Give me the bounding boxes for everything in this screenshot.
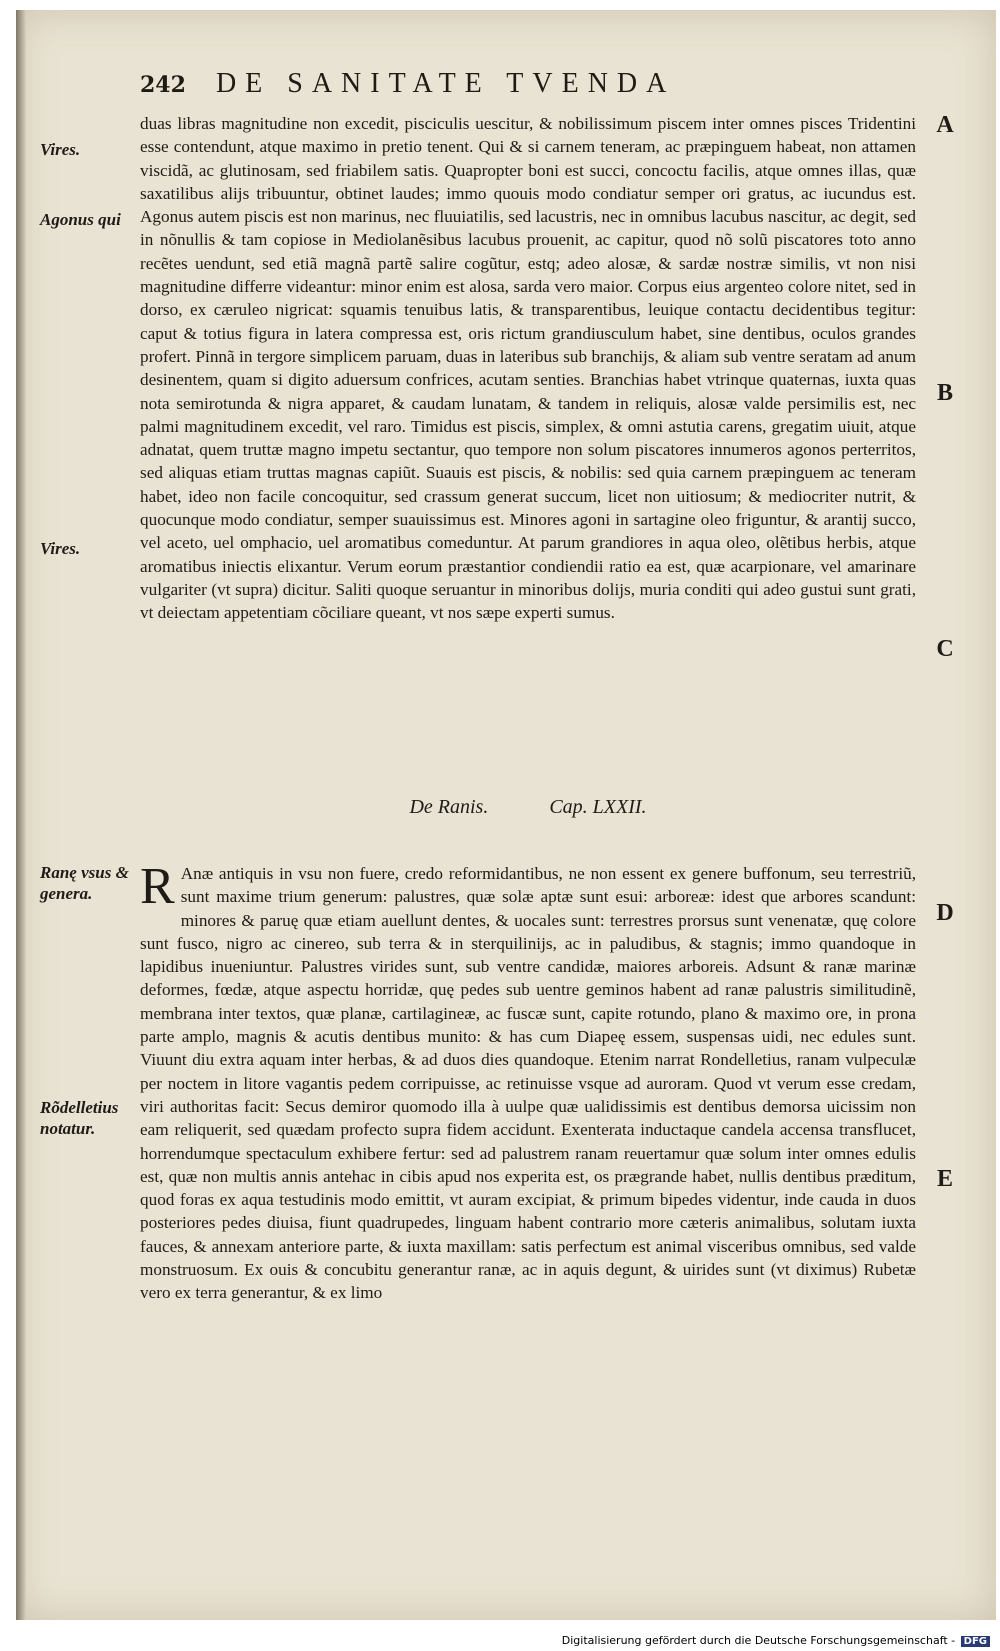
marginal-note-ranae: Ranę vsus & genera. <box>40 863 129 903</box>
chapter-title: De Ranis. <box>409 796 489 818</box>
drop-cap: R <box>140 858 175 915</box>
marginal-note-vires: Vires. <box>40 539 81 558</box>
marginal-note-agonus: Agonus qui <box>40 210 121 229</box>
paragraph-text: duas libras magnitudine non excedit, pisciculis uescitur, & nobilissimum piscem inter omnes pisces Tridentini esse contendunt, atque maximo in pretio tenent. Qui & si carnem teneram, ac præpinguem habeat, non attamen viscidã, ac glutinosam, sed friabilem satis. Quapropter boni est succi, concoctu facilis, atque omnes illas, quæ saxatilibus alijs tribuuntur, obtinet laudes; immo quouis modo condiatur semper ori gratus, ac iucundus est. Agonus autem piscis est non marinus, nec fluuiatilis, sed lacustris, nec in omnibus lacubus nascitur, ac degit, sed in nõnullis & tam copiose in Mediolanẽsibus lacubus prouenit, ac capitur, quod nõ solũ piscatores toto anno recẽtes uendunt, sed etiã magnã partẽ salire cogũtur, estq; adeo alosæ, & sardæ nostræ similis, vt non nisi magnitudine differre videantur: minor enim est alosa, sarda vero maior. Corpus eius argenteo colore nitet, sed in dorso, ex cæruleo nigricat: squamis tenuibus latis, & transparentibus, leuique contactu decidentibus tegitur: caput & totius figura in latera compressa est, oris rictum grandiusculum habet, sine dentibus, oculos grandes profert. Pinnã in tergore simplicem paruam, duas in lateribus sub branchijs, & aliam sub ventre seratam ad anum desinentem, quam si digito aduersum confrices, acutam senties. Branchias habet vtrinque quaternas, iuxta quas nota semirotunda & nigra apparet, & caudam lunatam, & tandem in reliquis, alosæ valde persimilis est, nec palmi magnitudinem excedit, vel raro. Timidus est piscis, simplex, & omni astutia carens, gregatim uiuit, atque adnatat, quem truttæ magno impetu sectantur, quo tempore non solum piscatores innumeros agonos perterritos, sed aliquas etiam truttas magnas capiũt. Suauis est piscis, & nobilis: sed quia carnem præpinguem ac teneram habet, ideo non facile concoquitur, sed crassum generat succum, licet non uitiosum; & mediocriter nutrit, & quocunque modo condiatur, semper suauissimus est. Minores agoni in sartagine oleo friguntur, & arantij succo, vel aceto, uel omphacio, uel aromatibus comeduntur. At parum grandiores in aqua oleo, olẽtibus herbis, atque aromatibus iniectis elixantur. Verum eorum præstantior condiendii ratio ea est, quæ acarpionare, vel amarinare vulgariter (vt supra) dicitur. Saliti quoque seruantur in minoribus dolijs, muria conditi qui adeo gustui sunt grati, vt deiectam appetentiam cõciliare queant, vt nos sæpe experti sumus. <box>140 114 916 623</box>
section-letter-e: E <box>936 1166 953 1192</box>
paragraph-ranae <box>140 858 916 1305</box>
page-number: 242 <box>140 72 186 98</box>
running-head <box>140 68 840 108</box>
footer-credit <box>562 1634 990 1647</box>
marginal-note-rondelletius: Rõdelletius notatur. <box>40 1098 119 1138</box>
paragraph-text: Anæ antiquis in vsu non fuere, credo reformidantibus, ne non essent ex genere buffonum, seu terrestriũ, sunt maxime trium generum: palustres, quæ solæ aptæ sunt esui: arboreæ: idest que arbores scandunt: minores & paruę quæ etiam auellunt dentes, & uocales sunt: terrestres prorsus sunt venenatæ, quę colore sunt fusco, nigro ac cinereo, sub terra & in sterquilinijs, ac in paludibus, & stagnis; immo quandoque in lapidibus inueniuntur. Palustres virides sunt, sub ventre candidæ, maiores arboreis. Adsunt & ranæ marinæ deformes, fœdæ, atque aspectu horridæ, quę pedes sub uentre geminos habent ad ranæ palustris similitudinẽ, membrana inter textos, quæ planæ, cartilagineæ, ac fuscæ sunt, capite rotundo, plano & maximo ore, in prona parte amplo, magnis & acutis dentibus munito: & has cum Diapeę essem, suspensas uidi, nec edules sunt. Viuunt diu extra aquam inter herbas, & ad duos dies quandoque. Etenim narrat Rondelletius, ranam vulpeculæ per noctem in litore vagantis pedem corripuisse, ac retinuisse vsque ad auroram. Quod vt verum esse credam, viri authoritas facit: Secus demiror quomodo illa à uulpe quæ ualidissimis est dentibus demorsa uicissim non eam reliquerit, sed quædam profecto supra fidem accidunt. Exenterata inductaque candela accensa transflucet, horrendumque spectaculum exhibere fertur: sed ad palustrem ranam reuertamur quæ solum inter omnes edulis est, quæ non multis annis antehac in cibis apud nos experita est, os prægrande habet, nullis dentibus præditum, quod foras ex aqua testudinis modo emittit, vt auram excipiat, & primum bipedes videntur, inde cauda in duos posteriores pedes diuisa, fiunt quadrupedes, linguam habent contrario more cæteris animalibus, solutam iuxta fauces, & annexam anteriore parte, & iuxta maxillam: satis perfectum est animal visceribus omnibus, sed valde monstruosum. Ex ouis & concubitu generantur ranæ, ac in aquis degunt, & uirides sunt (vt diximus) Rubetæ vero ex terra generantur, & ex limo <box>140 864 916 1303</box>
scan-edge <box>16 10 26 1620</box>
section-letter-b: B <box>936 380 953 406</box>
marginal-note-vires: Vires. <box>40 140 81 159</box>
chapter-heading <box>140 796 916 826</box>
dfg-logo: DFG <box>961 1636 990 1647</box>
chapter-number: Cap. LXXII. <box>549 796 647 818</box>
section-letter-a: A <box>936 112 954 138</box>
paragraph-agonus <box>140 112 916 625</box>
running-title: DE SANITATE TVENDA <box>215 68 676 99</box>
section-letter-c: C <box>936 636 954 662</box>
section-letter-d: D <box>936 900 954 926</box>
footer-credit-text: Digitalisierung gefördert durch die Deutsche Forschungsgemeinschaft - <box>561 1634 956 1647</box>
